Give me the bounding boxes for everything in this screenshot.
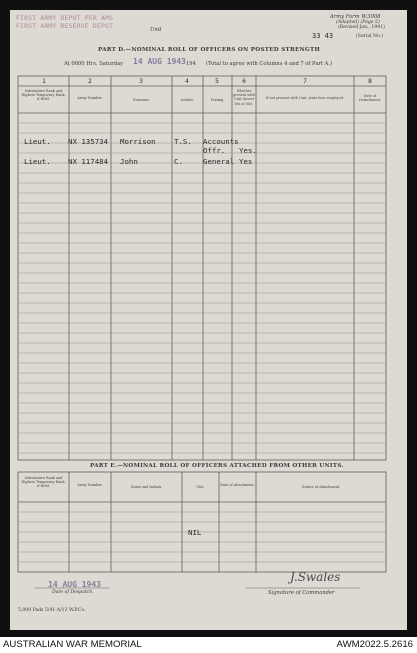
row1-army-number: NX 135734 bbox=[68, 137, 109, 146]
signature-label: Signature of Commander bbox=[268, 590, 335, 596]
unit-label: Unit bbox=[150, 27, 162, 33]
col-number-4: 4 bbox=[185, 78, 189, 85]
part-d-date-stamp: 14 AUG 1943 bbox=[133, 57, 186, 66]
row2-initials: C. bbox=[174, 157, 183, 166]
despatch-date-stamp: 14 AUG 1943 bbox=[48, 580, 101, 589]
col-number-2: 2 bbox=[88, 78, 92, 85]
serial-label: (Serial No.) bbox=[356, 34, 383, 39]
form-rulings bbox=[10, 10, 407, 630]
part-d-year: 194 bbox=[186, 61, 196, 67]
col-number-5: 5 bbox=[215, 78, 219, 85]
row2-posting: General bbox=[203, 157, 235, 166]
col-header-posting: Posting. bbox=[210, 98, 225, 102]
e-header-army-number: Army Number. bbox=[77, 483, 103, 487]
e-header-rank: Substantive Rank and Highest Temporary Rank, if Held. bbox=[21, 476, 66, 489]
unit-stamp-line2: FIRST ARMY RESERVE DEPOT bbox=[16, 22, 114, 30]
part-e-title: PART E.—NOMINAL ROLL OF OFFICERS ATTACHED FROM OTHER UNITS. bbox=[90, 463, 344, 469]
part-d-total-note: (Total to agree with Columns 4 and 7 of Part A.) bbox=[206, 61, 333, 67]
row2-present: Yes bbox=[239, 157, 253, 166]
row1-posting: Accounts Offr. bbox=[203, 137, 239, 155]
army-form-page bbox=[10, 10, 407, 630]
row2-surname: John bbox=[120, 157, 138, 166]
col-header-employment: If not present with Unit, state how employed. bbox=[265, 96, 345, 100]
form-revised: (Revised Jan., 1941) bbox=[338, 25, 385, 30]
col-header-initials: Initials. bbox=[181, 98, 194, 102]
archive-reference: AWM2022.5.2616 bbox=[336, 639, 413, 650]
part-e-nil: NIL bbox=[188, 528, 202, 537]
e-header-unit: Unit. bbox=[196, 485, 205, 489]
e-header-attachment-date: Date of Attachment. bbox=[220, 483, 255, 487]
col-number-3: 3 bbox=[139, 78, 143, 85]
archive-name: AUSTRALIAN WAR MEMORIAL bbox=[3, 639, 142, 650]
print-code: 5,000 Pads 5/41 A/13 W.P.Co. bbox=[18, 608, 86, 613]
form-adapted: (Adapted) (Page 5) bbox=[336, 20, 380, 25]
col-number-8: 8 bbox=[368, 78, 372, 85]
col-header-detachment-date: Date of Detachment. bbox=[358, 94, 382, 103]
e-header-name: Name and Initials. bbox=[130, 485, 163, 489]
form-number: Army Form W.3008 bbox=[330, 14, 381, 20]
unit-stamp-line1: FIRST ARMY DEPOT PER AMS bbox=[16, 14, 114, 22]
row2-rank: Lieut. bbox=[24, 157, 51, 166]
col-header-rank: Substantive Rank and Highest Temporary Rank, if Held. bbox=[21, 89, 66, 102]
col-header-army-number: Army Number. bbox=[77, 96, 103, 100]
e-header-attachment-nature: Nature of Attachment. bbox=[301, 485, 341, 489]
part-d-title: PART D.—NOMINAL ROLL OF OFFICERS ON POSTED STRENGTH bbox=[98, 47, 321, 53]
row2-army-number: NX 117484 bbox=[68, 157, 109, 166]
row1-surname: Morrison bbox=[120, 137, 156, 146]
serial-number: 33 43 bbox=[312, 32, 334, 40]
col-header-present: Whether present with Unit (Insert Yes or No). bbox=[233, 89, 255, 106]
despatch-date-label: Date of Despatch. bbox=[52, 590, 94, 595]
col-header-surname: Surname. bbox=[133, 98, 150, 102]
row1-present: Yes. bbox=[239, 146, 257, 155]
commander-signature: J.Swales bbox=[290, 570, 341, 584]
row1-rank: Lieut. bbox=[24, 137, 51, 146]
row1-initials: T.S. bbox=[174, 137, 192, 146]
col-number-1: 1 bbox=[42, 78, 46, 85]
col-number-6: 6 bbox=[242, 78, 246, 85]
archive-caption-bar bbox=[0, 637, 417, 653]
part-d-time: At 0600 Hrs. Saturday bbox=[64, 61, 124, 67]
col-number-7: 7 bbox=[303, 78, 307, 85]
